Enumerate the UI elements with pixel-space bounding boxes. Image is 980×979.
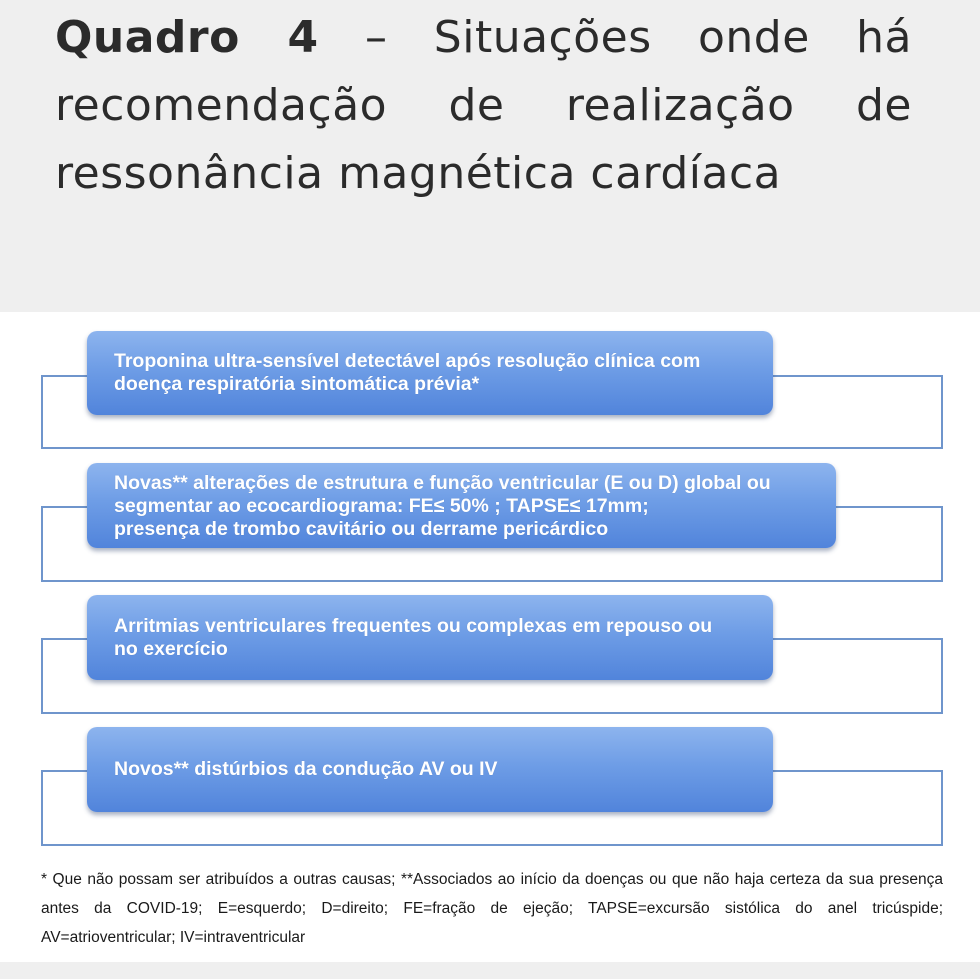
box-1-line-1: Troponina ultra-sensível detectável após resolução clínica com xyxy=(114,350,701,372)
title-separator: – xyxy=(318,12,434,63)
box-2-line-2: segmentar ao ecocardiograma: FE≤ 50% ; TAPSE≤ 17mm; xyxy=(114,495,649,517)
box-2-line-1: Novas** alterações de estrutura e função ventricular (E ou D) global ou xyxy=(114,472,771,494)
title-text: Situações onde há recomendação de realização de ressonância magnética cardíaca xyxy=(55,12,912,199)
bottom-strip xyxy=(0,962,980,979)
box-4-line-1: Novos** distúrbios da condução AV ou IV xyxy=(114,758,498,780)
recommendation-box-1 xyxy=(87,331,773,415)
title-area xyxy=(0,0,980,312)
title-label: Quadro 4 xyxy=(55,12,319,63)
footnote: * Que não possam ser atribuídos a outras causas; **Associados ao início da doenças ou que não haja certeza da sua presença antes da COVID-19; E=esquerdo; D=direito; FE=fração de ejeção; TAPSE=excursão sistólica do anel tricúspide; AV=atrioventricular; IV=intraventricular xyxy=(41,871,943,946)
box-2-line-3: presença de trombo cavitário ou derrame pericárdico xyxy=(114,518,609,540)
page-title xyxy=(55,4,912,208)
box-3-line-1: Arritmias ventriculares frequentes ou complexas em repouso ou xyxy=(114,615,713,637)
recommendation-box-4 xyxy=(87,727,773,812)
box-3-line-2: no exercício xyxy=(114,638,228,660)
recommendation-box-2 xyxy=(87,463,836,548)
box-1-line-2: doença respiratória sintomática prévia* xyxy=(114,373,480,395)
flowchart-figure xyxy=(0,312,980,962)
recommendation-box-3 xyxy=(87,595,773,680)
